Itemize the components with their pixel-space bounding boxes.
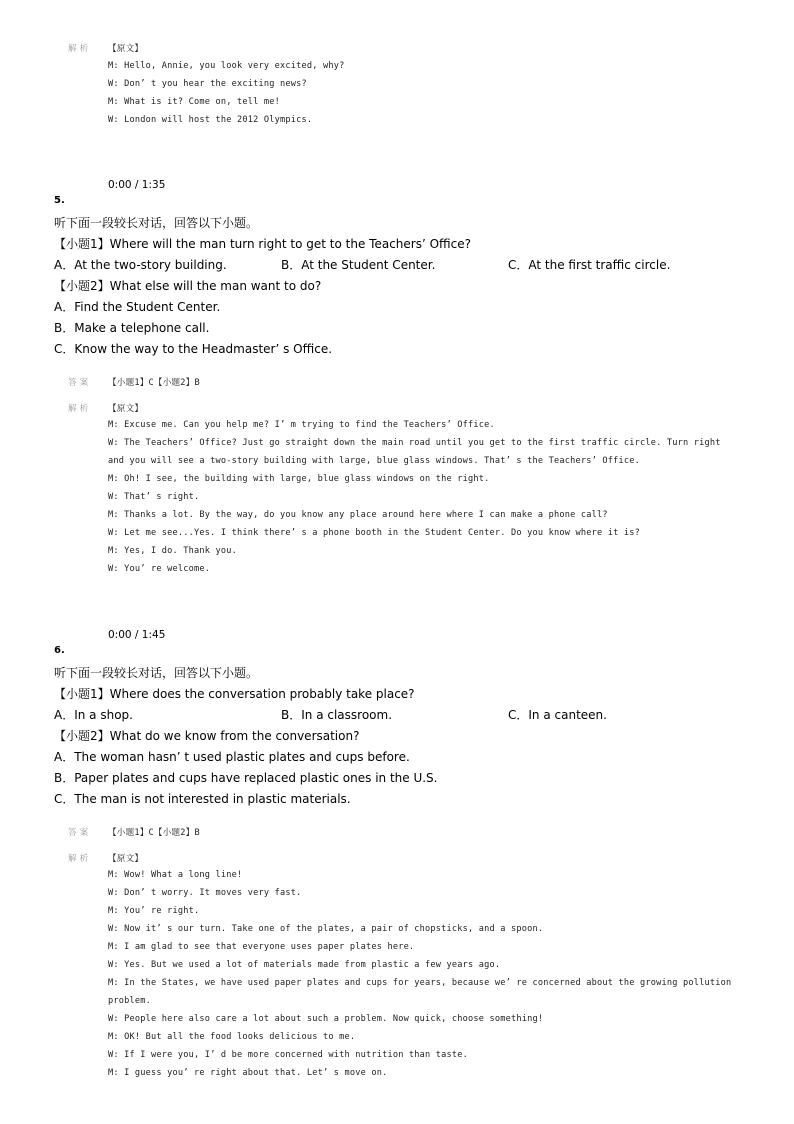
answer-tag: 答案: [68, 828, 92, 838]
audio-player-time[interactable]: 0:00 / 1:35: [108, 179, 166, 191]
transcript-line: M: Yes, I do. Thank you.: [108, 546, 237, 556]
option-c: C．At the first traffic circle.: [508, 258, 671, 272]
subquestion-1: 【小题1】Where will the man turn right to get to the Teachers’ Office?: [54, 237, 471, 251]
original-text-label: 【原文】: [108, 854, 144, 864]
option-b: B．In a classroom.: [281, 708, 393, 722]
transcript-line: W: The Teachers’ Office? Just go straight down the main road until you get to the first traffic circle. Turn right: [108, 438, 721, 448]
option-a: A．Find the Student Center.: [54, 300, 221, 314]
transcript-line: M: Wow! What a long line!: [108, 870, 243, 880]
transcript-line: W: London will host the 2012 Olympics.: [108, 115, 313, 125]
transcript-line: W: If I were you, I’ d be more concerned with nutrition than taste.: [108, 1050, 469, 1060]
subquestion-1: 【小题1】Where does the conversation probably take place?: [54, 687, 415, 701]
audio-player-time[interactable]: 0:00 / 1:45: [108, 629, 166, 641]
option-b: B．At the Student Center.: [281, 258, 436, 272]
transcript-line: problem.: [108, 996, 151, 1006]
transcript-line: M: Excuse me. Can you help me? I’ m trying to find the Teachers’ Office.: [108, 420, 495, 430]
option-c: C．In a canteen.: [508, 708, 607, 722]
transcript-line: M: You’ re right.: [108, 906, 200, 916]
transcript-line: W: Yes. But we used a lot of materials made from plastic a few years ago.: [108, 960, 501, 970]
option-b: B．Make a telephone call.: [54, 321, 210, 335]
transcript-line: M: In the States, we have used paper plates and cups for years, because we’ re concerned about the growing pollution: [108, 978, 732, 988]
question-number: 6.: [54, 645, 65, 656]
answer-text: 【小题1】C【小题2】B: [108, 828, 200, 838]
transcript-line: M: I am glad to see that everyone uses paper plates here.: [108, 942, 415, 952]
answer-tag: 答案: [68, 378, 92, 388]
analysis-tag: 解析: [68, 854, 92, 864]
transcript-line: M: Thanks a lot. By the way, do you know any place around here where I can make a phone call?: [108, 510, 608, 520]
original-text-label: 【原文】: [108, 404, 144, 414]
analysis-tag: 解析: [68, 44, 92, 54]
transcript-line: M: OK! But all the food looks delicious to me.: [108, 1032, 356, 1042]
option-c: C．Know the way to the Headmaster’ s Office.: [54, 342, 333, 356]
transcript-line: M: Oh! I see, the building with large, blue glass windows on the right.: [108, 474, 490, 484]
subquestion-2: 【小题2】What do we know from the conversation?: [54, 729, 360, 743]
transcript-line: M: I guess you’ re right about that. Let’ s move on.: [108, 1068, 388, 1078]
option-c: C．The man is not interested in plastic materials.: [54, 792, 351, 806]
transcript-line: W: Don’ t you hear the exciting news?: [108, 79, 307, 89]
transcript-line: W: Let me see...Yes. I think there’ s a phone booth in the Student Center. Do you know where it is?: [108, 528, 641, 538]
analysis-tag: 解析: [68, 404, 92, 414]
option-a: A．In a shop.: [54, 708, 133, 722]
option-a: A．At the two-story building.: [54, 258, 227, 272]
transcript-line: W: You’ re welcome.: [108, 564, 211, 574]
original-text-label: 【原文】: [108, 44, 144, 54]
question-number: 5.: [54, 195, 65, 206]
transcript-line: and you will see a two-story building with large, blue glass windows. That’ s the Teachers’ Office.: [108, 456, 641, 466]
transcript-line: W: People here also care a lot about such a problem. Now quick, choose something!: [108, 1014, 544, 1024]
question-instruction: 听下面一段较长对话，回答以下小题。: [54, 216, 259, 230]
question-instruction: 听下面一段较长对话，回答以下小题。: [54, 666, 259, 680]
transcript-line: M: What is it? Come on, tell me!: [108, 97, 280, 107]
transcript-line: M: Hello, Annie, you look very excited, why?: [108, 61, 345, 71]
transcript-line: W: Now it’ s our turn. Take one of the plates, a pair of chopsticks, and a spoon.: [108, 924, 544, 934]
transcript-line: W: Don’ t worry. It moves very fast.: [108, 888, 302, 898]
transcript-line: W: That’ s right.: [108, 492, 200, 502]
option-b: B．Paper plates and cups have replaced plastic ones in the U.S.: [54, 771, 438, 785]
answer-text: 【小题1】C【小题2】B: [108, 378, 200, 388]
option-a: A．The woman hasn’ t used plastic plates and cups before.: [54, 750, 410, 764]
subquestion-2: 【小题2】What else will the man want to do?: [54, 279, 322, 293]
